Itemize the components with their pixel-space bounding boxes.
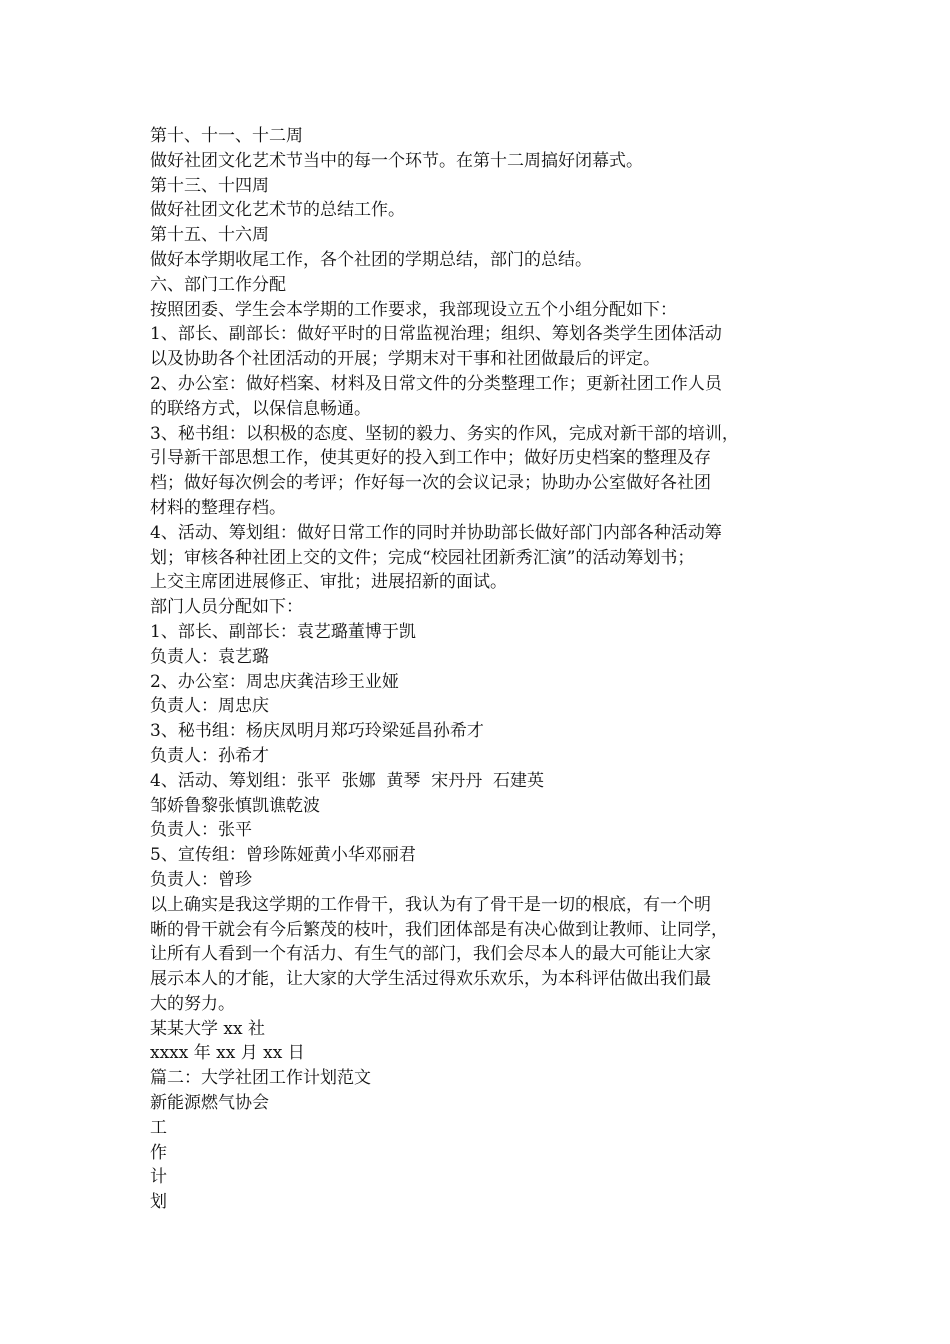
- text-line: 划: [150, 1192, 167, 1213]
- text-line: 邹娇鲁黎张慎凯谯乾波: [150, 795, 320, 816]
- text-line: 作: [150, 1142, 167, 1163]
- text-line: 以上确实是我这学期的工作骨干，我认为有了骨干是一切的根底，有一个明: [150, 894, 711, 915]
- text-line: 负责人：周忠庆: [150, 696, 269, 717]
- text-line: 划；审核各种社团上交的文件；完成“校园社团新秀汇演”的活动筹划书；: [150, 547, 695, 568]
- text-line: 负责人：袁艺璐: [150, 646, 269, 667]
- signature-date: xxxx 年 xx 月 xx 日: [150, 1043, 305, 1064]
- text-line: 1、部长、副部长：袁艺璐董博于凯: [150, 621, 416, 642]
- text-line: 第十五、十六周: [150, 225, 269, 246]
- text-line: 晰的骨干就会有今后繁茂的枝叶，我们团体部是有决心做到让教师、让同学，: [150, 919, 728, 940]
- signature-org: 某某大学 xx 社: [150, 1018, 265, 1039]
- text-line: 3、秘书组：以积极的态度、坚韧的毅力、务实的作风，完成对新干部的培训，: [150, 423, 739, 444]
- text-line: 负责人：曾珍: [150, 869, 252, 890]
- text-line: 2、办公室：做好档案、材料及日常文件的分类整理工作；更新社团工作人员: [150, 373, 722, 394]
- article-title: 篇二：大学社团工作计划范文: [150, 1068, 371, 1089]
- text-line: 引导新干部思想工作，使其更好的投入到工作中；做好历史档案的整理及存: [150, 448, 711, 469]
- text-line: 做好社团文化艺术节的总结工作。: [150, 200, 405, 221]
- text-line: 第十、十一、十二周: [150, 126, 303, 146]
- text-line: 的联络方式，以保信息畅通。: [150, 398, 371, 419]
- text-line: 4、活动、筹划组：张平 张娜 黄琴 宋丹丹 石建英: [150, 770, 545, 791]
- text-line: 5、宣传组：曾珍陈娅黄小华邓丽君: [150, 845, 416, 866]
- text-line: 材料的整理存档。: [150, 497, 286, 518]
- text-line: 计: [150, 1167, 167, 1188]
- text-line: 以及协助各个社团活动的开展；学期末对干事和社团做最后的评定。: [150, 349, 660, 370]
- text-line: 2、办公室：周忠庆龚洁珍王业娅: [150, 671, 399, 692]
- text-line: 负责人：张平: [150, 820, 252, 841]
- text-line: 3、秘书组：杨庆凤明月郑巧玲梁延昌孙希才: [150, 721, 484, 742]
- text-line: 大的努力。: [150, 993, 235, 1014]
- text-line: 第十三、十四周: [150, 175, 269, 196]
- text-line: 展示本人的才能，让大家的大学生活过得欢乐欢乐，为本科评估做出我们最: [150, 969, 711, 990]
- text-line: 做好社团文化艺术节当中的每一个环节。在第十二周搞好闭幕式。: [150, 150, 643, 171]
- text-line: 档；做好每次例会的考评；作好每一次的会议记录；协助办公室做好各社团: [150, 473, 711, 494]
- text-line: 做好本学期收尾工作，各个社团的学期总结，部门的总结。: [150, 249, 592, 270]
- text-line: 工: [150, 1117, 167, 1138]
- document-body: [150, 124, 810, 1215]
- text-line: 4、活动、筹划组：做好日常工作的同时并协助部长做好部门内部各种活动筹: [150, 522, 722, 543]
- text-line: 新能源燃气协会: [150, 1093, 269, 1114]
- text-line: 按照团委、学生会本学期的工作要求，我部现设立五个小组分配如下：: [150, 299, 677, 320]
- text-line: 1、部长、副部长：做好平时的日常监视治理；组织、筹划各类学生团体活动: [150, 324, 722, 345]
- text-line: 部门人员分配如下：: [150, 597, 303, 618]
- text-line: 上交主席团进展修正、审批；进展招新的面试。: [150, 572, 507, 593]
- section-heading: 六、部门工作分配: [150, 274, 286, 295]
- text-line: 负责人：孙希才: [150, 745, 269, 766]
- text-line: 让所有人看到一个有活力、有生气的部门，我们会尽本人的最大可能让大家: [150, 944, 711, 965]
